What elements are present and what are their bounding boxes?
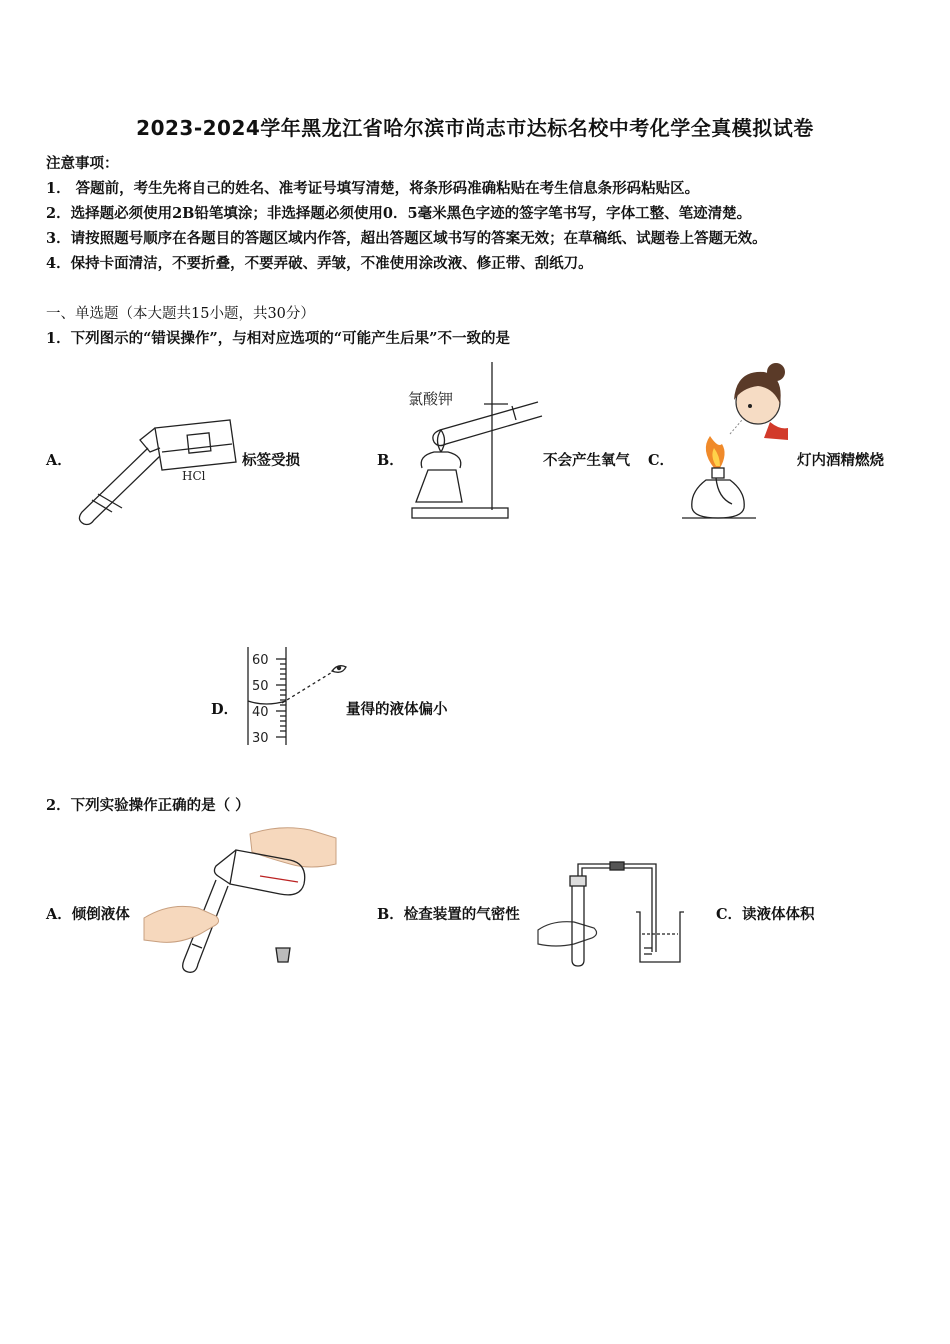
section-heading: 一、单选题（本大题共15小题，共30分） <box>46 306 315 322</box>
page-title: 2023-2024学年黑龙江省哈尔滨市尚志市达标名校中考化学全真模拟试卷 <box>136 116 814 140</box>
q2-b-figure <box>538 856 692 970</box>
q2-option-b-text: B．检查装置的气密性 <box>377 906 520 923</box>
notice-heading: 注意事项： <box>46 155 119 172</box>
q1-b-figure <box>404 360 544 522</box>
scale-label-30: 30 <box>252 731 269 746</box>
hcl-label: HCl <box>182 469 206 483</box>
notice-item-1: 1． 答题前，考生先将自己的姓名、准考证号填写清楚，将条形码准确粘贴在考生信息条形码粘贴区。 <box>46 180 700 197</box>
q1-d-figure <box>246 645 352 749</box>
q1-option-d-letter: D． <box>211 701 239 718</box>
notice-item-3: 3．请按照题号顺序在各题目的答题区域内作答，超出答题区域书写的答案无效；在草稿纸、试题卷上答题无效。 <box>46 230 767 247</box>
scale-label-60: 60 <box>252 653 269 668</box>
q1-option-d-text: 量得的液体偏小 <box>346 701 448 718</box>
q2-a-figure <box>140 824 336 974</box>
scale-label-50: 50 <box>252 679 269 694</box>
q2-option-a-text: A．倾倒液体 <box>46 906 130 923</box>
q1-a-figure <box>70 412 240 527</box>
scale-label-40: 40 <box>252 705 269 720</box>
q1-option-c-text: 灯内酒精燃烧 <box>797 452 884 469</box>
q1-option-a-text: 标签受损 <box>242 452 300 469</box>
q1-option-b-letter: B． <box>377 452 404 469</box>
q2-option-c-text: C．读液体体积 <box>716 906 815 923</box>
potassium-chlorate-label: 氯酸钾 <box>408 390 454 408</box>
q1-option-c-letter: C． <box>648 452 675 469</box>
question-2-stem: 2．下列实验操作正确的是（ ） <box>46 797 250 814</box>
question-1-stem: 1．下列图示的“错误操作”，与相对应选项的“可能产生后果”不一致的是 <box>46 330 510 347</box>
q1-option-b-text: 不会产生氧气 <box>543 452 630 469</box>
q1-option-a-letter: A． <box>46 452 72 469</box>
notice-item-2: 2．选择题必须使用2B铅笔填涂；非选择题必须使用0．5毫米黑色字迹的签字笔书写，字体工整、笔迹清楚。 <box>46 205 752 222</box>
q1-c-figure <box>676 358 796 524</box>
notice-item-4: 4．保持卡面清洁，不要折叠，不要弄破、弄皱，不准使用涂改液、修正带、刮纸刀。 <box>46 255 593 272</box>
